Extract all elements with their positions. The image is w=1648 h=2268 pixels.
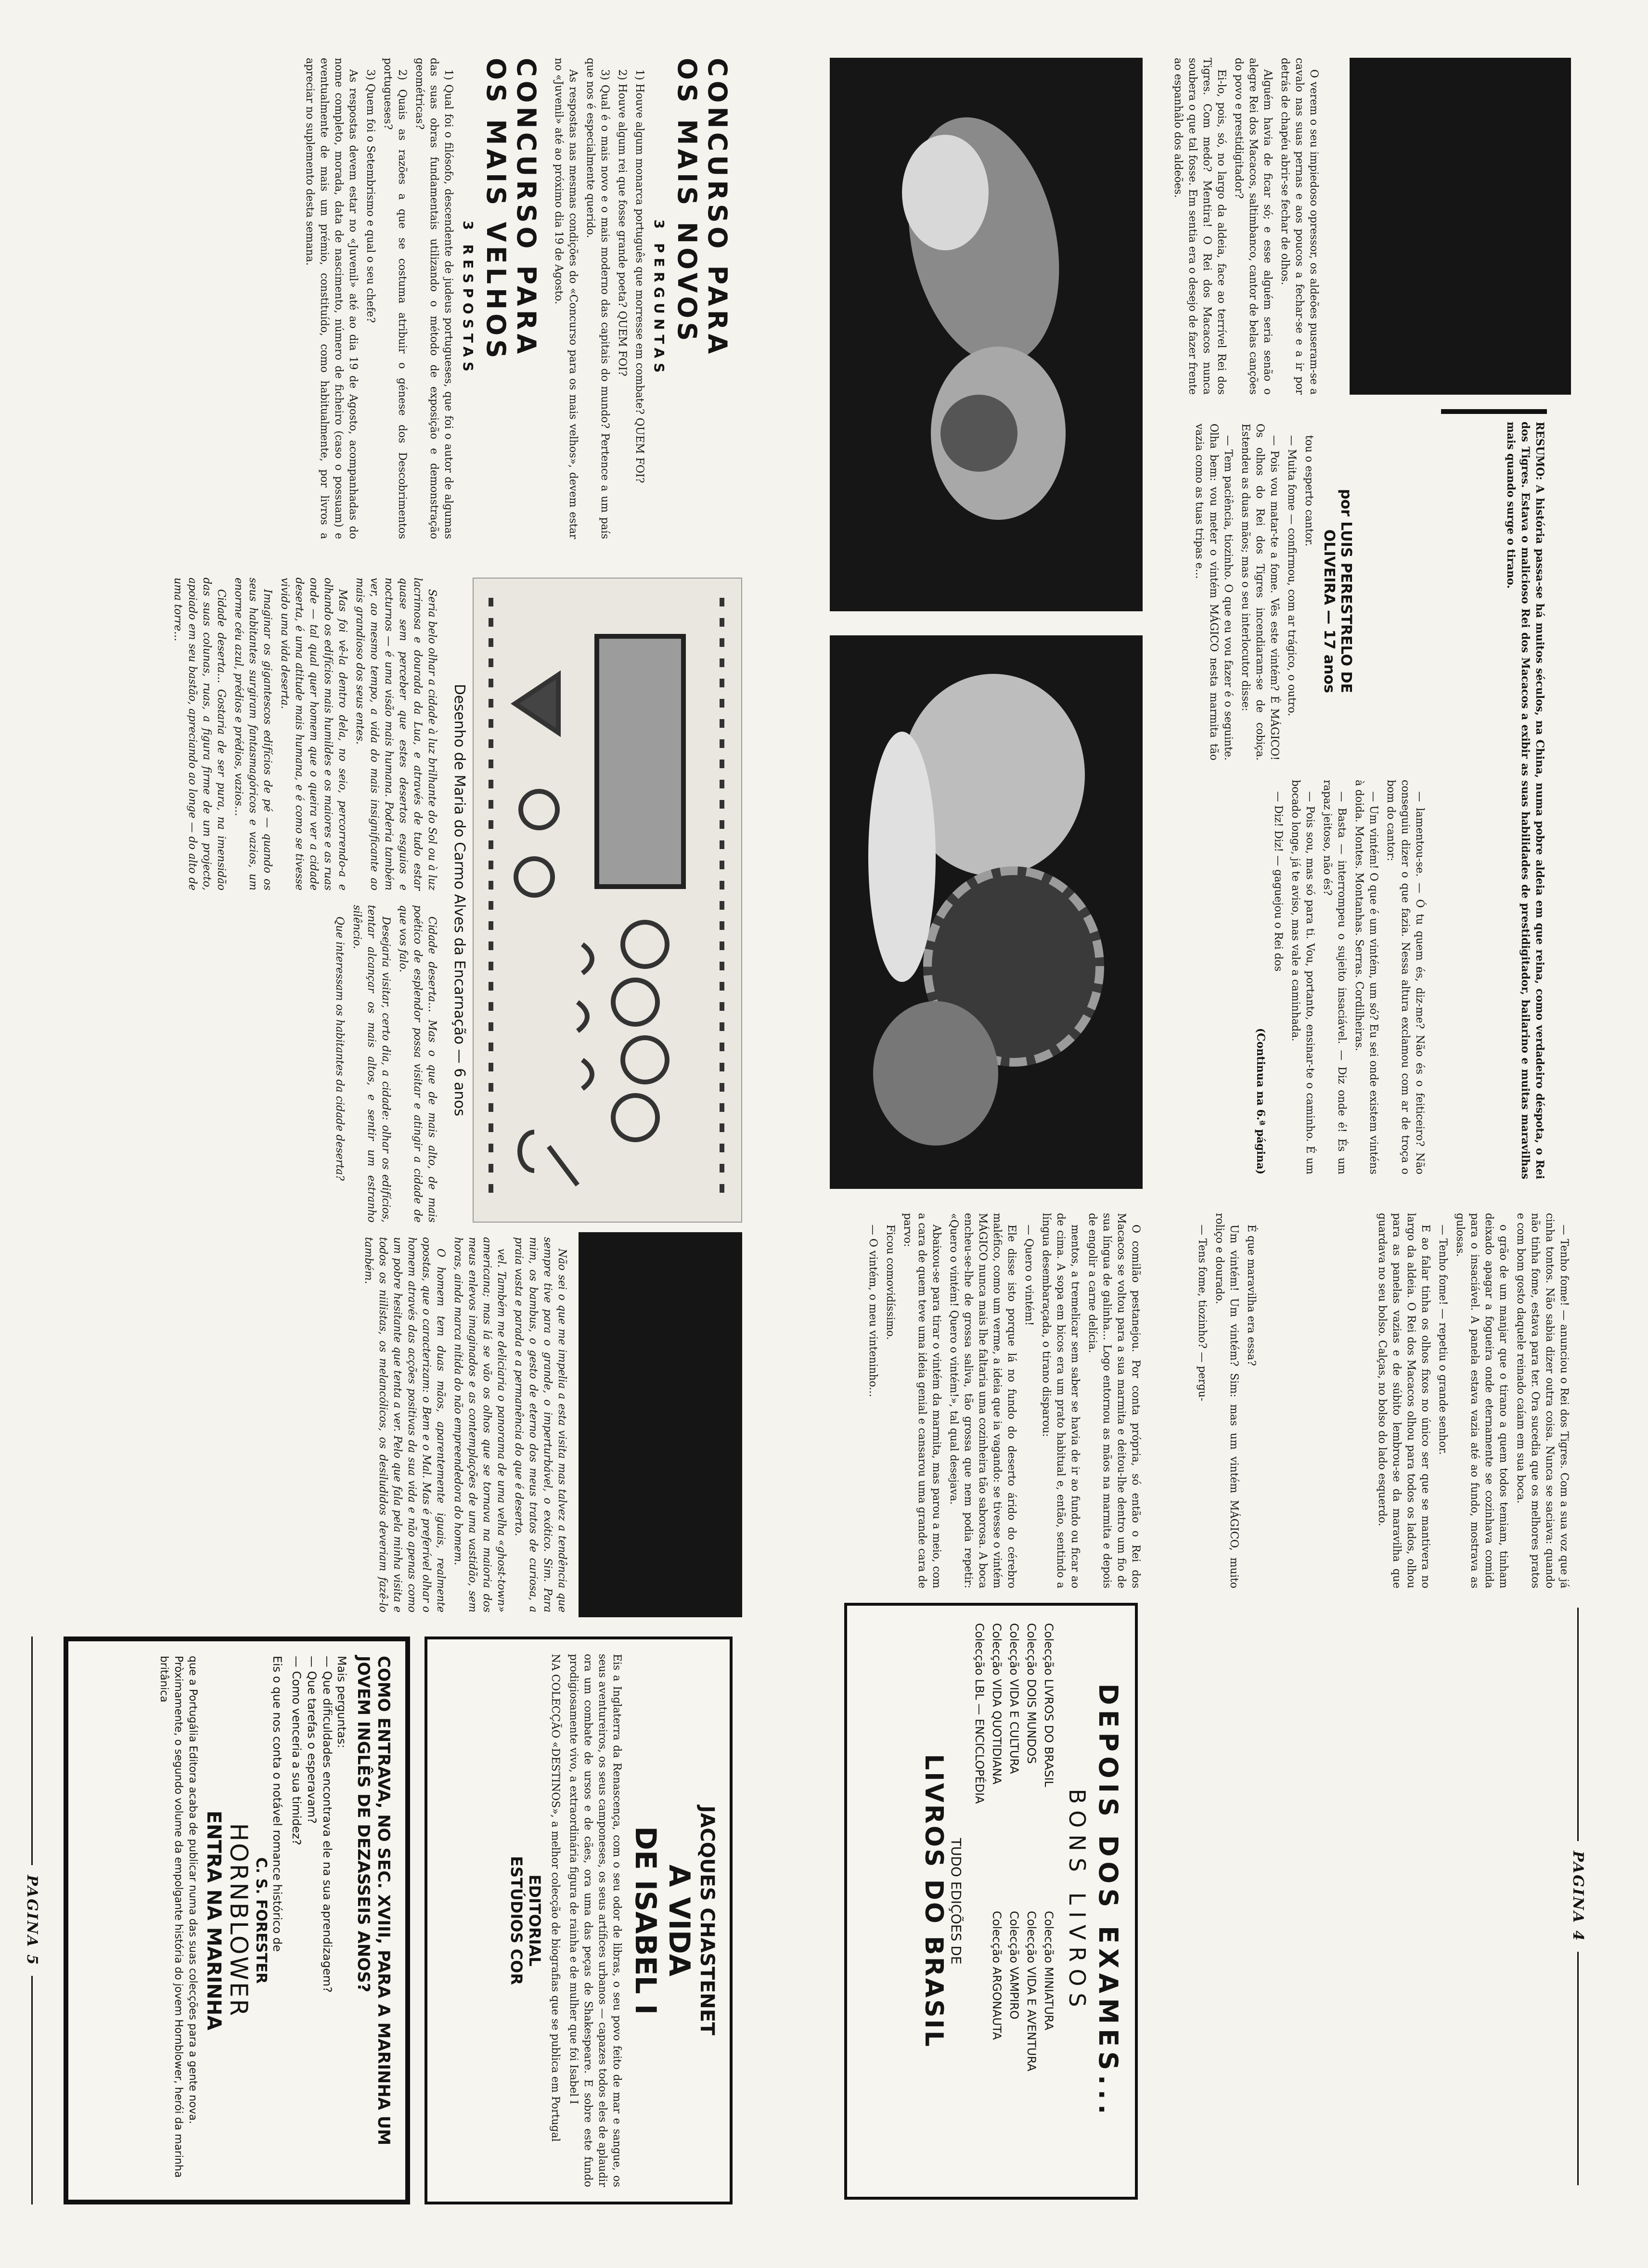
story-paragraph: Ficou comovidíssimo.: [884, 1224, 896, 1340]
story-paragraph: — O vintém, o meu vinteninho...: [867, 1224, 879, 1397]
essay-paragraph: Cidade deserta... Mas o que de mais alto, de mais poético de esplendor possa visitar e atingir a cidade de que vos falo.: [397, 905, 438, 1223]
photo-magician-hands: [830, 58, 1143, 611]
story-paragraph: — Tens fome, tiozinho? — pergu-: [1196, 1224, 1208, 1402]
essay-paragraph: O homem tem duas mãos, aparentemente iguais, realmente opostas, que o caracterizam: o Bem e o Mal. Mas é preferível olhar o homem através das acções positivas da sua vida e não apenas como um pobre hesitante que tenta a ver. Pelo que fala pela minha visita e todos os niilistas, os melancólicos, os desiludidos deveriam fazê-lo também.: [362, 1237, 447, 1612]
story-column-5: [1152, 780, 1427, 1174]
concurso-novos-subtitle: 3 PERGUNTAS: [651, 219, 667, 378]
story-paragraph: — Quero o vintém!: [1023, 1224, 1035, 1326]
hornblower-author: C. S. FORESTER: [253, 1857, 270, 1984]
ad-collection-item: Colecção ARGONAUTA: [990, 1911, 1004, 2040]
story-paragraph: — Um vintém! O que é um vintém, um só? Eu sei onde existem vinténs à doida. Montes. Montanhas. Serras. Cordilheiras.: [1353, 780, 1379, 1174]
hornblower-question: — Que dificuldades encontrava ele na sua aprendizagem?: [321, 1656, 334, 1993]
hornblower-more-questions: Mais perguntas:: [335, 1656, 348, 1749]
page-5-folio: [20, 1637, 44, 2204]
story-column-3: [1147, 424, 1316, 760]
ad-collection-item: Colecção VIDA E AVENTURA: [1025, 1911, 1038, 2072]
isabel-author: JACQUES CHASTENET: [696, 1805, 718, 2036]
story-paragraph: É que maravilha era essa?: [1245, 1224, 1257, 1366]
story-paragraph: Ele disse isto porque lá no fundo do deserto árido do cérebro maléfico, como um verme, a ideia que ia vagando: se tivesse o vintém MÁGICO nunca mais lhe faltaria uma cozinheira tão saborosa. A boca encheu-se-lhe de grossa saliva, tão grossa que nem podia repetir: «Quero o vintém! Quero o vintém!», tal qual desejava.: [948, 1213, 1017, 1588]
drawing-figures-icon: [473, 579, 741, 1223]
concurso-section: [68, 58, 733, 539]
bons-livros-ad: [844, 1603, 1138, 2200]
hornblower-question: — Como venceria a sua timidez?: [290, 1656, 303, 1845]
story-paragraph: — Tenho fome! — repetiu o grande senhor.: [1437, 1224, 1449, 1455]
isabel-title: A VIDA: [662, 1864, 696, 1977]
page-4-folio: [1566, 1608, 1590, 2185]
hornblower-title-2: ENTRA NA MARINHA: [203, 1810, 225, 2031]
story-paragraph: E ao falar tinha os olhos fixos no único ser que se mantivera no largo da aldeia. O Rei dos Macacos olhou para todos os lados, olhou para as panelas vazias e de súbito lembrou-se da maravilha que guardava no seu bolso. Calças, no bolso do lado esquerdo.: [1376, 1213, 1431, 1588]
concurso-velhos-title: CONCURSO PARA: [511, 58, 541, 358]
hornblower-question: — Que tarefas o esperavam?: [305, 1656, 319, 1824]
hornblower-answer: Eis o que nos conta o notável romance histórico de: [270, 1656, 284, 1952]
concurso-question: 3) Qual é o mais novo e o mais moderno das capitais do mundo? Pertence a um país que nos é especialmente querido.: [584, 58, 611, 539]
ad-heading: DEPOIS DOS EXAMES...: [1093, 1683, 1123, 2119]
isabel-ad: [425, 1637, 733, 2204]
story-column-2c: [1152, 1213, 1258, 1588]
isabel-collection: NA COLECÇÃO «DESTINOS», a melhor colecção de biografias que se publica em Portugal: [549, 1654, 561, 2142]
story-column-1: [1147, 58, 1321, 395]
story-paragraph: — Basta — interrompeu o sujeito insaciável. — Diz onde é! És um rapaz jeitoso, não és?: [1321, 780, 1348, 1174]
ad-footer-line: TUDO EDIÇÕES DE: [948, 1838, 964, 1965]
drawing-caption: Desenho de Maria do Carmo Alves da Encarnação — 6 anos: [451, 683, 468, 1117]
hornblower-title: HORNBLOWER: [225, 1823, 253, 2018]
concurso-question: 2) Houve algum rei que fosse grande poeta? QUEM FOI?: [616, 69, 628, 376]
hornblower-publisher-note: que a Portugália Editora acaba de publicar numa das suas colecções para a gente nova.: [187, 1656, 199, 2124]
story-paragraph: — Pois vou matar-te a fome. Vês este vintém? É MÁGICO! Os olhos do Rei dos Tigres incendiaram-se de cobiça. Estendeu as duas mãos; mas o seu interlocutor disse:: [1239, 424, 1280, 760]
concurso-note: As respostas nas mesmas condições do «Concurso para os mais velhos», devem estar no «Juvenil» até ao próximo dia 19 de Agosto.: [553, 58, 579, 539]
isabel-title-2: DE ISABEL I: [629, 1826, 662, 2015]
essay-paragraph: Desejaria visitar, certo dia, a cidade: olhar os edifícios, tentar alcançar os mais altos, e sentir um estranho silêncio.: [351, 905, 392, 1223]
ad-collection-item: Colecção VIDA E CULTURA: [1007, 1623, 1021, 1774]
story-paragraph: tou o esperto cantor.: [1303, 435, 1315, 547]
hornblower-ad-box: [64, 1637, 410, 2204]
page-5-number: PAGINA 5: [24, 1875, 41, 1966]
concurso-note: As respostas devem estar no «Juvenil» até ao dia 19 de Agosto, acompanhadas do nome completo, morada, data de nascimento, número de ficheiro (caso o possuam) e eventualmente de mais um prémio, constituído, como habitualmente, por livros a apreciar no suplemento desta semana.: [304, 58, 359, 539]
concurso-question: 2) Quais as razões a que se costuma atribuir o génese dos Descobrimentos portugueses?: [382, 58, 408, 539]
essay-column-3: [64, 1237, 569, 1612]
header-dark-band: [1350, 58, 1571, 395]
essay-column-2: [54, 905, 439, 1223]
essay-paragraph: vel. Também me deliciaria o panorama de uma velha «ghost-town» americana; mas lá se vão os olhos que se tornava na maioria dos meus enlevos imaginados e as contemplações de uma vastidão, sem horas, ainda marca nítida do não empreendedora do homem.: [452, 1237, 507, 1612]
ad-collection-item: Colecção VAMPIRO: [1007, 1911, 1021, 2020]
ad-collection-item: Colecção LBL — ENCICLOPÉDIA: [973, 1623, 986, 1804]
concurso-novos-title-2: OS MAIS NOVOS: [672, 58, 702, 345]
child-drawing: [473, 578, 742, 1223]
page-4: [824, 0, 1648, 2268]
story-paragraph: Alguém havia de ficar só; e esse alguém seria senão o alegre Rei dos Macacos, saltimbanco, cantor de belas canções do povo e prestidigitador?: [1233, 58, 1274, 395]
story-paragraph: — Diz! Diz! — gaguejou o Rei dos: [1272, 791, 1284, 972]
ad-collection-item: Colecção MINIATURA: [1042, 1911, 1056, 2031]
concurso-velhos-title-2: OS MAIS VELHOS: [481, 58, 511, 362]
resumo-text: RESUMO: A história passa-se há muitos séculos, na China, numa pobre aldeia em que reina, como verdadeiro déspota, o Rei dos Tigres. Estava o malicioso Rei dos Macacos a exibir as suas habilidades de prestidigitador, bailarino e muitas maravilhas mais quando surge o tirano.: [1441, 409, 1547, 1179]
concurso-question: 3) Quem foi o Setembrismo e qual o seu chefe?: [364, 69, 376, 323]
hornblower-headline: COMO ENTRAVA, NO SEC. XVIII, PARA A MARINHA UM JOVEM INGLÊS DE DEZASSEIS ANOS?: [354, 1656, 393, 2146]
story-paragraph: O verem o seu impiedoso opressor, os aldeões puseram-se a cavalo nas suas pernas e aos poucos a fechar-se e a ir por detrás de chapéu abrir-se fechar de olhos.: [1279, 58, 1320, 395]
ad-collection-item: Colecção DOIS MUNDOS: [1025, 1623, 1038, 1764]
essay-paragraph: Cidade deserta... Gostaria de ser pura, na imensidão das suas colunas, ruas, a figura firme de um projecto, apoiado em seu bastão, apreciando ao longe — do alto de uma torre...: [172, 578, 227, 890]
story-column-4: [835, 1213, 1143, 1588]
concurso-velhos-subtitle: 3 RESPOSTAS: [460, 220, 476, 376]
ad-collection-item: Colecção VIDA QUOTIDIANA: [990, 1623, 1004, 1785]
isabel-body: Eis a Inglaterra da Renascença, com o seu odor de libras, o seu povo feito de mar e sangue, os seus aventureiros, os seus camponeses, os seus artífices urbanos — capazes todos eles de aplaudir ora um combate de ursos e de cães, ora uma das peças de Shakespeare. E sobre este fundo prodigiosamente vivo, a extraordinária figura de rainha e de mulher que foi Isabel I: [567, 1654, 623, 2187]
ad-footer-brand: LIVROS DO BRASIL: [919, 1754, 948, 2049]
essay-paragraph: Imaginar os gigantescos edifícios de pé — quando os seus habitantes surgiram fantasmagóricos e vazios, um enorme céu azul, prédios e prédios, vazios...: [232, 578, 273, 890]
concurso-question: 1) Qual foi o filósofo, descendente de judeus portugueses, que foi o autor de algumas das suas obras fundamentais utilizando o método de exposição e demonstração geométricas?: [413, 58, 454, 539]
photo-child-costume: [830, 635, 1143, 1189]
ad-collection-list: [971, 1623, 1057, 2179]
story-paragraph: Um vintém! Um vintém? Sim: mas um vintém MÁGICO, muito roliço e dourado.: [1213, 1213, 1240, 1588]
story-paragraph: Ei-lo, pois, só, no largo da aldeia, face ao terrível Rei dos Tigres. Com medo? Mentira! O Rei dos Macacos nunca soubera o que tal fosse. Em sentia era o desejo de fazer frente ao espanhâlo dos aldeões.: [1172, 58, 1227, 395]
essay-dark-band: [579, 1232, 742, 1617]
story-paragraph: — Tenho fome! — anunciou o Rei dos Tigres. Com a sua voz que já cinha tontos. Não sabia dizer outra coisa. Nunca se saciava: quando não tinha fome, estava para ter. Ora sucedia que os melhores pratos e com bom gosto daquele reinado caíam em sua boca.: [1515, 1213, 1570, 1588]
page-4-number: PAGINA 4: [1570, 1851, 1587, 1942]
story-paragraph: — Pois sou, mas só para ti. Vou, portanto, ensinar-te o caminho. É um bocado longe, já te aviso, mas vale a caminhada.: [1289, 780, 1316, 1174]
essay-paragraph: Mas foi vê-la dentro dela, no seio, percorrendo-a e olhando os edifícios mais humildes e os maiores e as ruas onde — tal qual quer homem que o queira ver a cidade deserta, é uma atitude mais humana, e é como se tivesse vivido uma vida deserta.: [279, 578, 348, 890]
essay-paragraph: Seria belo olhar a cidade à luz brilhante do Sol ou à luz lacrimosa e dourada da Lua, e através de tudo estar quase sem perceber que estes desertos esguios e nocturnos — é uma visão mais humana. Poderia também ver, ao mesmo tempo, a vida do mais insignificante ao mais grandioso dos seus entes.: [354, 578, 438, 890]
byline: por LUIS PERESTRELO DE OLIVEIRA — 17 anos: [1321, 489, 1354, 693]
concurso-question: 1) Houve algum monarca português que morresse em combate? QUEM FOI?: [633, 69, 645, 483]
hornblower-closing: Pròximamente, o segundo volume da empolgante história do jovem Hornblower, herói da marinha britânica: [158, 1656, 184, 2178]
story-paragraph: — Tem paciência, tiozinho. O que eu vou fazer é o seguinte. Olha bem: vou meter o vintém MÁGICO nesta marmita tão vazia como as tuas tripas e...: [1193, 424, 1234, 760]
story-paragraph: — lamentou-se. — Ó tu quem és, diz-me? Não és o feiticeiro? Não conseguiu dizer o que fazia. Nessa altura exclamou com ar de troça o bom do cantor:: [1385, 780, 1426, 1174]
ad-subheading: BONS LIVROS: [1064, 1789, 1090, 2014]
isabel-publisher: EDITORIAL: [526, 1874, 544, 1967]
concurso-novos-title: CONCURSO PARA: [702, 58, 733, 358]
essay-paragraph: Não sei o que me impelia a esta visita mas talvez a tendência que sempre tive para o grande, o imperturbável, o exótico. Sim. Para mim, os bambus, o gesto de eterno dos meus tratos de curiosa, a praia vasta e parada e a permanência do que é deserto.: [513, 1237, 568, 1612]
isabel-publisher-2: ESTÚDIOS COR: [507, 1856, 526, 1985]
continua-note: (Continua na 6.ª página): [1254, 1028, 1267, 1174]
story-paragraph: mentos, a tremelicar sem saber se havia de ir ao fundo ou ficar ao de cima. A sopa em bicos era um prato habitual e, então, sentindo a língua desembaraçada, o tirano disparou:: [1040, 1213, 1081, 1588]
story-paragraph: — Muita fome — confirmou, com ar trágico, o outro.: [1286, 435, 1298, 717]
story-column-2b: [1263, 1213, 1571, 1588]
story-paragraph: O comilão pestanejou. Por conta própria, só então o Rei dos Macacos se voltou para a sua marmita e deitou-lhe dentro um fio de sua língua de galinha... Logo entornou as mãos na marmita e depois de engolir a carne delícia.: [1086, 1213, 1142, 1588]
essay-paragraph: Que interessam os habitantes da cidade deserta?: [334, 916, 346, 1181]
story-paragraph: o grão de um manjar que o tirano a quem todos temiam, tinham deixado apagar a fogueira onde eternamente se cozinhava comida para o insaciável. A panela estava vazia até ao fundo, mostrava as gulosas.: [1454, 1213, 1509, 1588]
ad-collection-item: Colecção LIVROS DO BRASIL: [1042, 1623, 1056, 1787]
story-paragraph: Abaixou-se para tirar o vintém da marmita, mas parou a meio, com a cara de quem teve uma ideia genial e cansarou uma grande cara de parvo:: [901, 1213, 942, 1588]
essay-column-1: [54, 578, 439, 890]
